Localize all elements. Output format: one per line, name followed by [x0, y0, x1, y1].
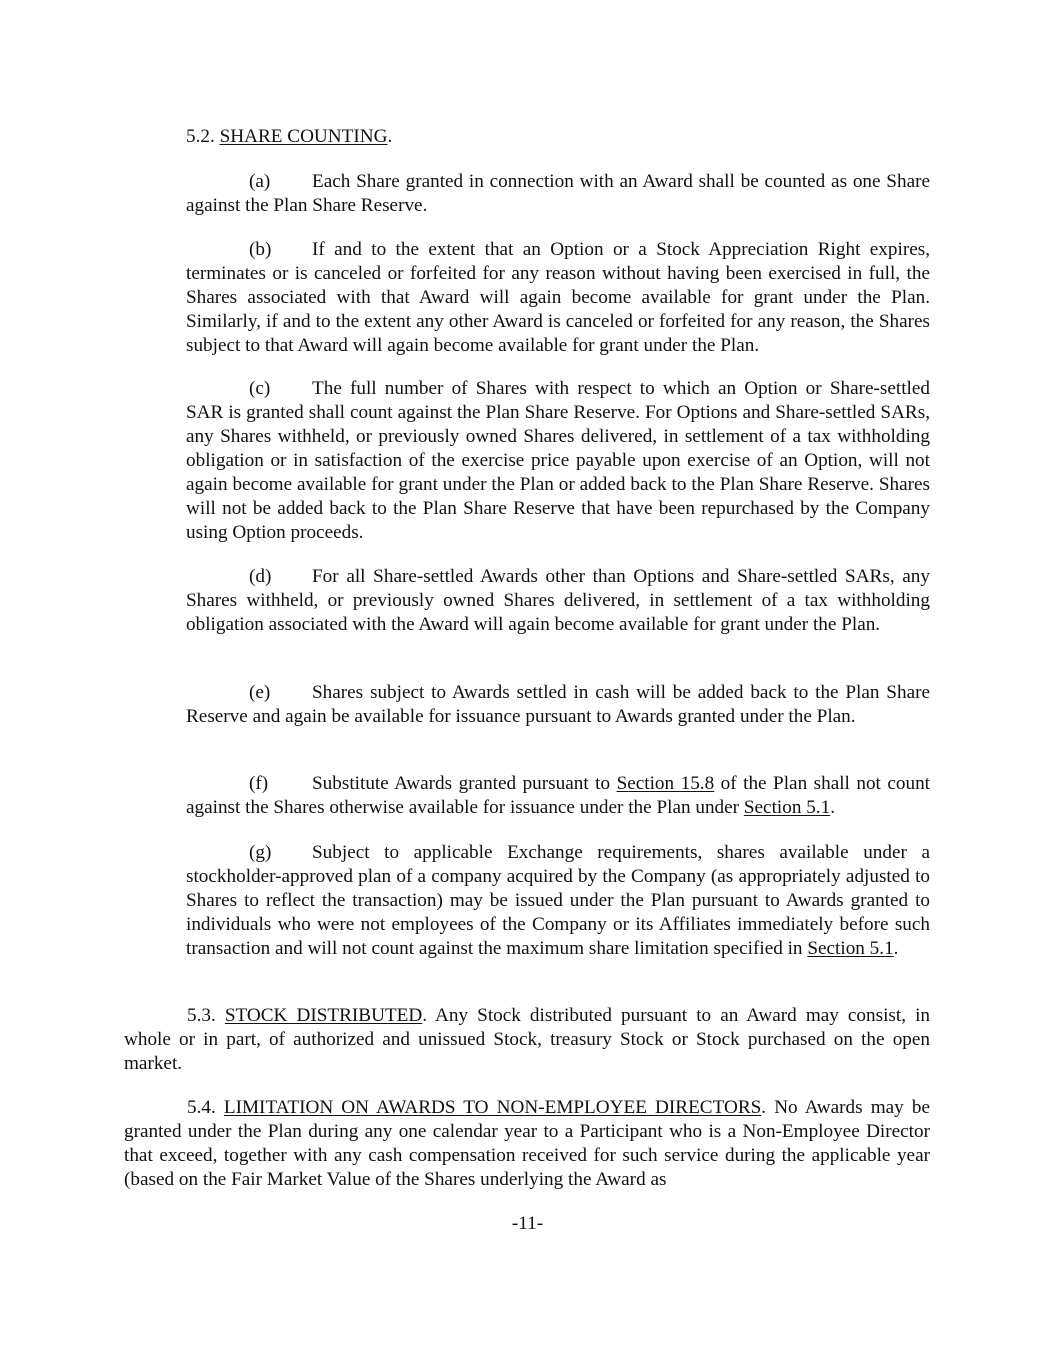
section-5-1-reference: Section 5.1 [807, 938, 894, 959]
clause-label: (g) [249, 842, 272, 863]
section-5-1-reference: Section 5.1 [743, 797, 831, 818]
clause-text: Substitute Awards granted pursuant to [312, 773, 617, 794]
section-title: STOCK DISTRIBUTED [224, 1005, 423, 1026]
section-15-8-reference: Section 15.8 [616, 773, 715, 794]
clause-text: For all Share-settled Awards other than Options and Share-settled SARs, any Shares withheld, or previously owned Shares delivered, in settlement of a tax withholding obligation associated with the Award will again become available for grant under the Plan. [186, 566, 930, 635]
clause-text: Each Share granted in connection with an Award shall be counted as one Share against the Plan Share Reserve. [186, 171, 930, 216]
clause-d [186, 565, 930, 637]
clause-c [186, 377, 930, 545]
section-5-4 [124, 1096, 930, 1192]
clause-text: . [893, 938, 899, 959]
page-number: -11- [511, 1213, 544, 1234]
clause-label: (e) [249, 682, 271, 703]
clause-text: of the Plan shall not count against the Shares otherwise available for issuance under the Plan under [186, 773, 930, 818]
clause-label: (c) [249, 378, 271, 399]
clause-label: (a) [249, 171, 271, 192]
section-title: LIMITATION ON AWARDS TO NON-EMPLOYEE DIRECTORS [223, 1097, 762, 1118]
clause-g [186, 841, 930, 961]
clause-text: The full number of Shares with respect to which an Option or Share-settled SAR is granted shall count against the Plan Share Reserve. For Options and Share-settled SARs, any Shares withheld, or previously owned Shares delivered, in settlement of a tax withholding obligation or in satisfaction of the exercise price payable upon exercise of an Option, will not again become available for grant under the Plan or added back to the Plan Share Reserve. Shares will not be added back to the Plan Share Reserve that have been repurchased by the Company using Option proceeds. [186, 378, 930, 543]
clause-label: (d) [249, 566, 272, 587]
section-5-2-heading [186, 125, 392, 149]
section-5-3 [124, 1004, 930, 1076]
clause-b [186, 238, 930, 358]
clause-text: Shares subject to Awards settled in cash will be added back to the Plan Share Reserve and again be available for issuance pursuant to Awards granted under the Plan. [186, 682, 930, 727]
clause-text: . [830, 797, 835, 818]
clause-a [186, 170, 930, 218]
section-title: SHARE COUNTING [219, 126, 388, 147]
clause-text: If and to the extent that an Option or a Stock Appreciation Right expires, terminates or is canceled or forfeited for any reason without having been exercised in full, the Shares associated with that Award will again become available for grant under the Plan. Similarly, if and to the extent any other Award is canceled or forfeited for any reason, the Shares subject to that Award will again become available for grant under the Plan. [186, 239, 930, 356]
section-text: . No Awards may be granted under the Plan during any one calendar year to a Participant who is a Non-Employee Director that exceed, together with any cash compensation received for such service during the applicable year (based on the Fair Market Value of the Shares underlying the Award as [124, 1097, 930, 1190]
section-number: 5.2. [186, 126, 215, 147]
clause-label: (b) [249, 239, 272, 260]
section-text: . Any Stock distributed pursuant to an Award may consist, in whole or in part, of authorized and unissued Stock, treasury Stock or Stock purchased on the open market. [124, 1005, 930, 1074]
clause-label: (f) [249, 773, 269, 794]
clause-e [186, 681, 930, 729]
clause-text: Subject to applicable Exchange requirements, shares available under a stockholder-approved plan of a company acquired by the Company (as appropriately adjusted to Shares to reflect the transaction) may be issued under the Plan pursuant to Awards granted to individuals who were not employees of the Company or its Affiliates immediately before such transaction and will not count against the maximum share limitation specified in [186, 842, 930, 959]
section-number: 5.4. [187, 1097, 216, 1118]
clause-f [186, 772, 930, 820]
section-number: 5.3. [187, 1005, 216, 1026]
heading-period: . [387, 126, 393, 147]
